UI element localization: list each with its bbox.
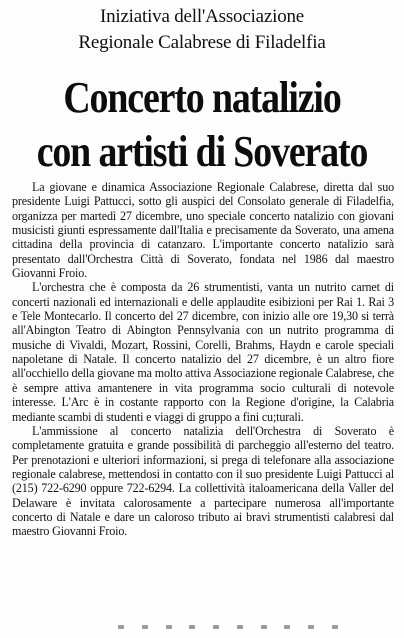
kicker-line-1: Iniziativa dell'Associazione [99,6,305,27]
edge-mark [118,625,124,629]
article-body [12,180,394,539]
headline-line-1: Concerto natalizio [63,73,341,122]
edge-mark [142,625,148,629]
kicker-line-2: Regionale Calabrese di Filadelfia [78,32,326,53]
edge-mark [237,625,243,629]
edge-mark [261,625,267,629]
edge-mark [189,625,195,629]
edge-mark [284,625,290,629]
headline-line-2: con artisti di Soverato [36,127,368,176]
edge-mark [332,625,338,629]
page-edge-marks [118,625,338,633]
paragraph-1: La giovane e dinamica Associazione Regionale Calabrese, diretta dal suo presidente Luigi Pattucci, sotto gli auspici del Consolato generale di Filadelfia, organizza per martedì 27 dicembre, uno speciale concerto natalizio con giovani musicisti giunti espressamente dall'Italia e precisamente da Soverato, una amena cittadina della provincia di catanzaro. L'importante concerto natalizio sarà presentato dall'Orchestra Città di Soverato, fondata nel 1986 dal maestro Giovanni Froio. [12,180,394,281]
edge-mark [166,625,172,629]
edge-mark [308,625,314,629]
edge-mark [213,625,219,629]
paragraph-2: L'orchestra che è composta da 26 strumentisti, vanta un nutrito carnet di concerti nazionali ed internazionali e delle applaudite esibizioni per Rai 1. Rai 3 e Tele Montecarlo. Il concerto del 27 dicembre, con inizio alle ore 19,30 si terrà all'Abington Teatro di Abington Pennsylvania con un nutrito programma di musiche di Vivaldi, Mozart, Rossini, Corelli, Brahms, Haydn e carole speciali napoletane di Natale. Il concerto natalizio del 27 dicembre, è un altro fiore all'occhiello della giovane ma molto attiva Associazione regionale Calabrese, che è sempre attiva amantenere in vita programma socio culturali di notevole interesse. L'Arc è in costante rapporto con la Regione d'origine, la Calabria mediante scambi di studenti e viaggi di gruppo a fini cu;turali. [12,280,394,424]
paragraph-3: L'ammissione al concerto natalizia dell'Orchestra di Soverato è completamente gratuita e grande possibilità di parcheggio all'esterno del teatro. Per prenotazioni e ulteriori informazioni, si prega di telefonare alla associazione regionale calabrese, mettendosi in contatto con il suo presidente Luigi Pattucci al (215) 722-6290 oppure 722-6294. La collettività italoamericana della Valler del Delaware è invitata calorosamente a partecipare numerosa all'importante concerto di Natale e dare un caloroso tributo ai bravi strumentisti calabresi dal maestro Giovanni Froio. [12,423,394,539]
